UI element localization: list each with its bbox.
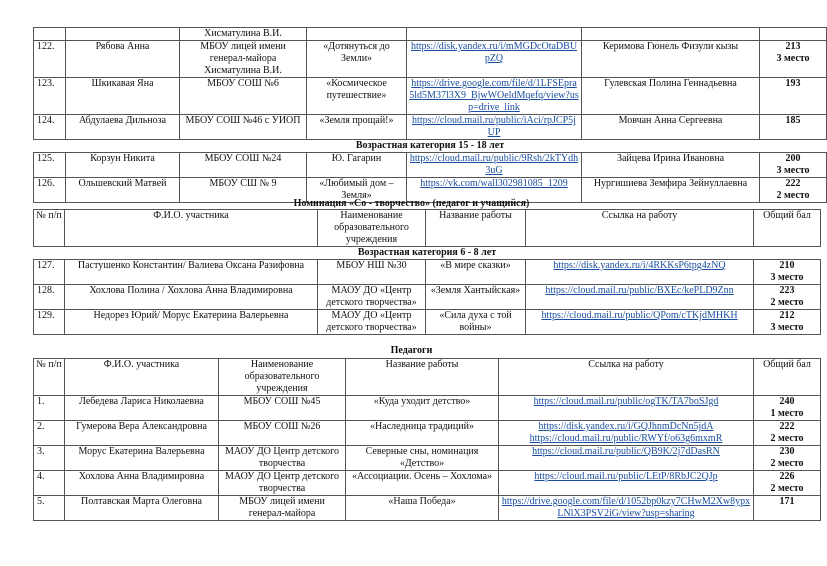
nomination-title: Номинация «Со - творчество» (педагог и учащийся): [293, 198, 530, 209]
school-cell: [180, 41, 307, 78]
link-cell: [499, 496, 754, 521]
category-row: [34, 247, 821, 260]
header-label: Ссылка на работу: [601, 210, 678, 221]
work-text: «В мире сказки»: [440, 260, 511, 271]
score-value: 223: [779, 285, 795, 296]
name-text: Ольшевский Матвей: [78, 178, 167, 189]
work-link[interactable]: https://cloud.mail.ru/public/QB9K/2j7dDasRN: [532, 446, 720, 457]
place-label: 1 место: [770, 408, 804, 419]
work-text: «Любимый дом – Земля»: [319, 178, 394, 201]
name-cell: [66, 41, 180, 78]
link-cell: [407, 78, 582, 115]
work-cell: [307, 115, 407, 140]
work-link[interactable]: https://cloud.mail.ru/public/LEtP/8RbJC2QJp: [534, 471, 718, 482]
school-cell: [180, 153, 307, 178]
work-text: «Земля Хантыйская»: [430, 285, 521, 296]
link-cell: [407, 115, 582, 140]
row-number-text: 127.: [37, 260, 55, 271]
row-number-text: 4.: [37, 471, 45, 482]
leader-text: Нургишиева Земфира Зейнуллаевна: [593, 178, 748, 189]
leader-cell: [582, 153, 760, 178]
school-text: МБОУ НШ №30: [336, 260, 407, 271]
score-value: 222: [785, 178, 801, 189]
work-link[interactable]: https://cloud.mail.ru/public/ogTK/TA7boSJgd: [533, 396, 719, 407]
score-value: 210: [779, 260, 795, 271]
place-label: 2 место: [776, 190, 810, 201]
school-cell: [180, 28, 307, 41]
name-text: Шкикавая Яна: [91, 78, 154, 89]
category-heading: [34, 247, 821, 260]
school-text: МБОУ СОШ №24: [204, 153, 282, 164]
school-text: МБОУ СОШ №26: [243, 421, 321, 432]
link-cell: [407, 28, 582, 41]
link-cell: [407, 41, 582, 78]
school-text: МАОУ ДО «Центр детского творчества»: [326, 285, 417, 308]
header-name: [65, 359, 219, 396]
place-label: 3 место: [776, 165, 810, 176]
score-value: 193: [785, 78, 801, 89]
category-label: Возрастная категория 6 - 8 лет: [357, 247, 497, 258]
table-row: [34, 78, 827, 115]
place-label: 3 место: [770, 272, 804, 283]
work-cell: [426, 260, 526, 285]
name-cell: [65, 396, 219, 421]
name-text: Хохлова Полина / Хохлова Анна Владимировна: [89, 285, 293, 296]
row-number: [34, 471, 65, 496]
leader-cell: [582, 115, 760, 140]
school-cell: [180, 115, 307, 140]
header-num: [34, 359, 65, 396]
score-cell: [754, 285, 821, 310]
name-text: Пастушенко Константин/ Валиева Оксана Разифовна: [77, 260, 305, 271]
work-text: «Сила духа с той войны»: [439, 310, 512, 333]
link-cell: [499, 446, 754, 471]
table-row: [34, 446, 821, 471]
table-row: [34, 496, 821, 521]
row-number-text: 5.: [37, 496, 45, 507]
row-number: [34, 78, 66, 115]
score-cell: [760, 115, 827, 140]
table-row: [34, 471, 821, 496]
name-text: Полтавская Марта Олеговна: [80, 496, 202, 507]
school-text: МБОУ СОШ №6: [207, 78, 279, 89]
score-cell: [754, 496, 821, 521]
header-link: [499, 359, 754, 396]
name-text: Морус Екатерина Валерьевна: [78, 446, 205, 457]
score-value: 240: [779, 396, 795, 407]
name-cell: [65, 421, 219, 446]
school-cell: [318, 260, 426, 285]
work-text: «Дотянуться до Земли»: [323, 41, 390, 64]
work-cell: [346, 421, 499, 446]
header-row: [34, 359, 821, 396]
score-value: 185: [785, 115, 801, 126]
table-row: [34, 396, 821, 421]
score-value: 226: [779, 471, 795, 482]
row-number-text: 1.: [37, 396, 45, 407]
name-cell: [66, 28, 180, 41]
place-label: 2 место: [770, 483, 804, 494]
school-cell: [180, 78, 307, 115]
table-row: [34, 260, 821, 285]
row-number-text: 126.: [37, 178, 55, 189]
name-cell: [65, 496, 219, 521]
link-cell: [526, 310, 754, 335]
work-text: «Космическое путешествие»: [326, 78, 387, 101]
score-cell: [754, 260, 821, 285]
row-number: [34, 28, 66, 41]
results-table-cocreation: [33, 209, 821, 335]
work-text: «Земля прощай!»: [319, 115, 394, 126]
header-num: [34, 210, 65, 247]
row-number-text: 125.: [37, 153, 55, 164]
table-row: [34, 285, 821, 310]
leader-cell: [582, 78, 760, 115]
header-label: № п/п: [36, 359, 62, 370]
header-work: [426, 210, 526, 247]
score-value: 230: [779, 446, 795, 457]
name-cell: [66, 153, 180, 178]
leader-text: Мовчан Анна Сергеевна: [618, 115, 723, 126]
score-value: 222: [779, 421, 795, 432]
link-cell: [407, 153, 582, 178]
row-number-text: 124.: [37, 115, 55, 126]
score-cell: [760, 153, 827, 178]
work-link[interactable]: https://drive.google.com/file/d/1052bp0kzy7CHwM2Xw8ypxLNlX3PSV2iG/view?usp=sharing: [501, 496, 751, 519]
header-school: [219, 359, 346, 396]
header-row: [34, 210, 821, 247]
work-text: «Куда уходит детство»: [373, 396, 471, 407]
score-cell: [760, 78, 827, 115]
row-number: [34, 285, 65, 310]
work-cell: [307, 41, 407, 78]
table-row: [34, 115, 827, 140]
header-label: Название работы: [439, 210, 512, 221]
school-cell: [219, 396, 346, 421]
work-cell: [307, 28, 407, 41]
score-value: 212: [779, 310, 795, 321]
score-cell: [760, 28, 827, 41]
place-label: 2 место: [770, 458, 804, 469]
score-cell: [760, 41, 827, 78]
row-number: [34, 153, 66, 178]
school-text: МБОУ лицей имени генерал-майора: [239, 496, 325, 519]
category-row: [34, 140, 827, 153]
work-cell: [307, 153, 407, 178]
work-link[interactable]: https://cloud.mail.ru/public/iAci/rpJCP5jUP: [412, 115, 576, 138]
name-text: Недорез Юрий/ Морус Екатерина Валерьевна: [93, 310, 289, 321]
work-text: «Наша Победа»: [388, 496, 456, 507]
score-cell: [754, 310, 821, 335]
name-text: Абдулаева Дильноза: [78, 115, 167, 126]
work-text: Ю. Гагарин: [331, 153, 382, 164]
name-cell: [65, 260, 318, 285]
score-cell: [754, 471, 821, 496]
header-label: Ссылка на работу: [588, 359, 664, 370]
name-text: Хохлова Анна Владимировна: [78, 471, 205, 482]
table-row: [34, 41, 827, 78]
row-number-text: 129.: [37, 310, 55, 321]
school-text: МАОУ ДО Центр детского творчества: [224, 446, 340, 469]
row-number-text: 122.: [37, 41, 55, 52]
school-cell: [318, 285, 426, 310]
link-cell: [526, 260, 754, 285]
header-score: [754, 359, 821, 396]
work-link[interactable]: https://cloud.mail.ru/public/RWYf/o63g6mxmR: [529, 433, 723, 444]
name-cell: [65, 471, 219, 496]
table-row: [34, 421, 821, 446]
work-link[interactable]: https://disk.yandex.ru/i/4RKKsP6tpg4zNQ: [553, 260, 726, 271]
header-label: Наименование образовательного учреждения: [334, 210, 409, 245]
header-label: Общий бал: [763, 359, 811, 370]
work-link[interactable]: https://cloud.mail.ru/public/BXEc/kePLD9Znn: [545, 285, 734, 296]
name-cell: [66, 78, 180, 115]
leader-text: Зайцева Ирина Ивановна: [616, 153, 725, 164]
header-work: [346, 359, 499, 396]
score-value: 200: [785, 153, 801, 164]
row-number: [34, 446, 65, 471]
row-number-text: 3.: [37, 446, 45, 457]
row-number: [34, 115, 66, 140]
work-cell: [346, 446, 499, 471]
header-label: Ф.И.О. участника: [153, 210, 229, 221]
name-text: Рябова Анна: [95, 41, 150, 52]
results-table-cosmos: [33, 27, 827, 203]
leader-text: Керимова Гюнель Физули кызы: [602, 41, 739, 52]
school-cell: [219, 471, 346, 496]
work-cell: [426, 310, 526, 335]
header-score: [754, 210, 821, 247]
teachers-title: Педагоги: [390, 345, 433, 356]
name-cell: [65, 285, 318, 310]
row-number-text: 128.: [37, 285, 55, 296]
work-link[interactable]: https://cloud.mail.ru/public/QPom/cTKjdMHKH: [541, 310, 738, 321]
link-cell: [499, 471, 754, 496]
score-value: 171: [779, 496, 795, 507]
place-label: 3 место: [770, 322, 804, 333]
row-number: [34, 496, 65, 521]
row-number-text: 2.: [37, 421, 45, 432]
results-table-teachers: [33, 358, 821, 521]
school-text: МБОУ СШ № 9: [209, 178, 277, 189]
work-cell: [346, 471, 499, 496]
work-text: «Наследница традиций»: [370, 421, 474, 432]
work-link[interactable]: https://disk.yandex.ru/i/GQJhnmDcNn5jdA: [538, 421, 714, 432]
school-cell: [219, 421, 346, 446]
school-text: МБОУ лицей имени генерал-майора Хисматулина В.И.: [200, 41, 286, 76]
work-text: Северные сны, номинация «Детство»: [365, 446, 479, 469]
work-text: «Ассоциации. Осень – Хохлома»: [351, 471, 493, 482]
category-label: Возрастная категория 15 - 18 лет: [355, 140, 505, 151]
score-value: 213: [785, 41, 801, 52]
header-label: Общий бал: [763, 210, 811, 221]
row-number: [34, 41, 66, 78]
school-cell: [219, 446, 346, 471]
row-number-text: 123.: [37, 78, 55, 89]
link-cell: [499, 421, 754, 446]
name-cell: [65, 446, 219, 471]
name-text: Корзун Никита: [90, 153, 155, 164]
name-text: Лебедева Лариса Николаевна: [79, 396, 204, 407]
work-link[interactable]: https://cloud.mail.ru/public/9Rsh/2kTYdh3uG: [409, 153, 579, 176]
work-link[interactable]: https://vk.com/wall302981085_1209: [420, 178, 568, 189]
school-text: МБОУ СОШ №45: [243, 396, 321, 407]
work-link[interactable]: https://disk.yandex.ru/i/mMGDcOtaDBUpZQ: [410, 41, 578, 64]
link-cell: [526, 285, 754, 310]
row-number: [34, 396, 65, 421]
link-cell: [499, 396, 754, 421]
school-text: Хисматулина В.И.: [204, 28, 282, 39]
header-name: [65, 210, 318, 247]
header-label: № п/п: [36, 210, 62, 221]
leader-cell: [582, 28, 760, 41]
table-row: [34, 153, 827, 178]
header-label: Название работы: [385, 359, 459, 370]
work-cell: [307, 78, 407, 115]
name-cell: [65, 310, 318, 335]
work-cell: [426, 285, 526, 310]
row-number: [34, 310, 65, 335]
place-label: 3 место: [776, 53, 810, 64]
table-row: [34, 310, 821, 335]
row-number: [34, 260, 65, 285]
school-cell: [219, 496, 346, 521]
row-number: [34, 421, 65, 446]
work-cell: [346, 496, 499, 521]
header-label: Ф.И.О. участника: [103, 359, 180, 370]
school-text: МАОУ ДО «Центр детского творчества»: [326, 310, 417, 333]
work-link[interactable]: https://drive.google.com/file/d/1LFSEpra5ld5M37l3X9_BjwWOeldMqefq/view?usp=drive_link: [409, 78, 579, 113]
leader-cell: [582, 41, 760, 78]
table-row: [34, 28, 827, 41]
name-cell: [66, 115, 180, 140]
leader-text: Гулевская Полина Геннадьевна: [604, 78, 737, 89]
school-text: МАОУ ДО Центр детского творчества: [224, 471, 340, 494]
score-cell: [754, 421, 821, 446]
place-label: 2 место: [770, 433, 804, 444]
work-cell: [346, 396, 499, 421]
category-heading: [34, 140, 827, 153]
school-cell: [318, 310, 426, 335]
score-cell: [754, 446, 821, 471]
school-text: МБОУ СОШ №46 с УИОП: [185, 115, 301, 126]
name-text: Гумерова Вера Александровна: [76, 421, 207, 432]
header-link: [526, 210, 754, 247]
score-cell: [754, 396, 821, 421]
header-label: Наименование образовательного учреждения: [244, 359, 320, 394]
place-label: 2 место: [770, 297, 804, 308]
header-school: [318, 210, 426, 247]
